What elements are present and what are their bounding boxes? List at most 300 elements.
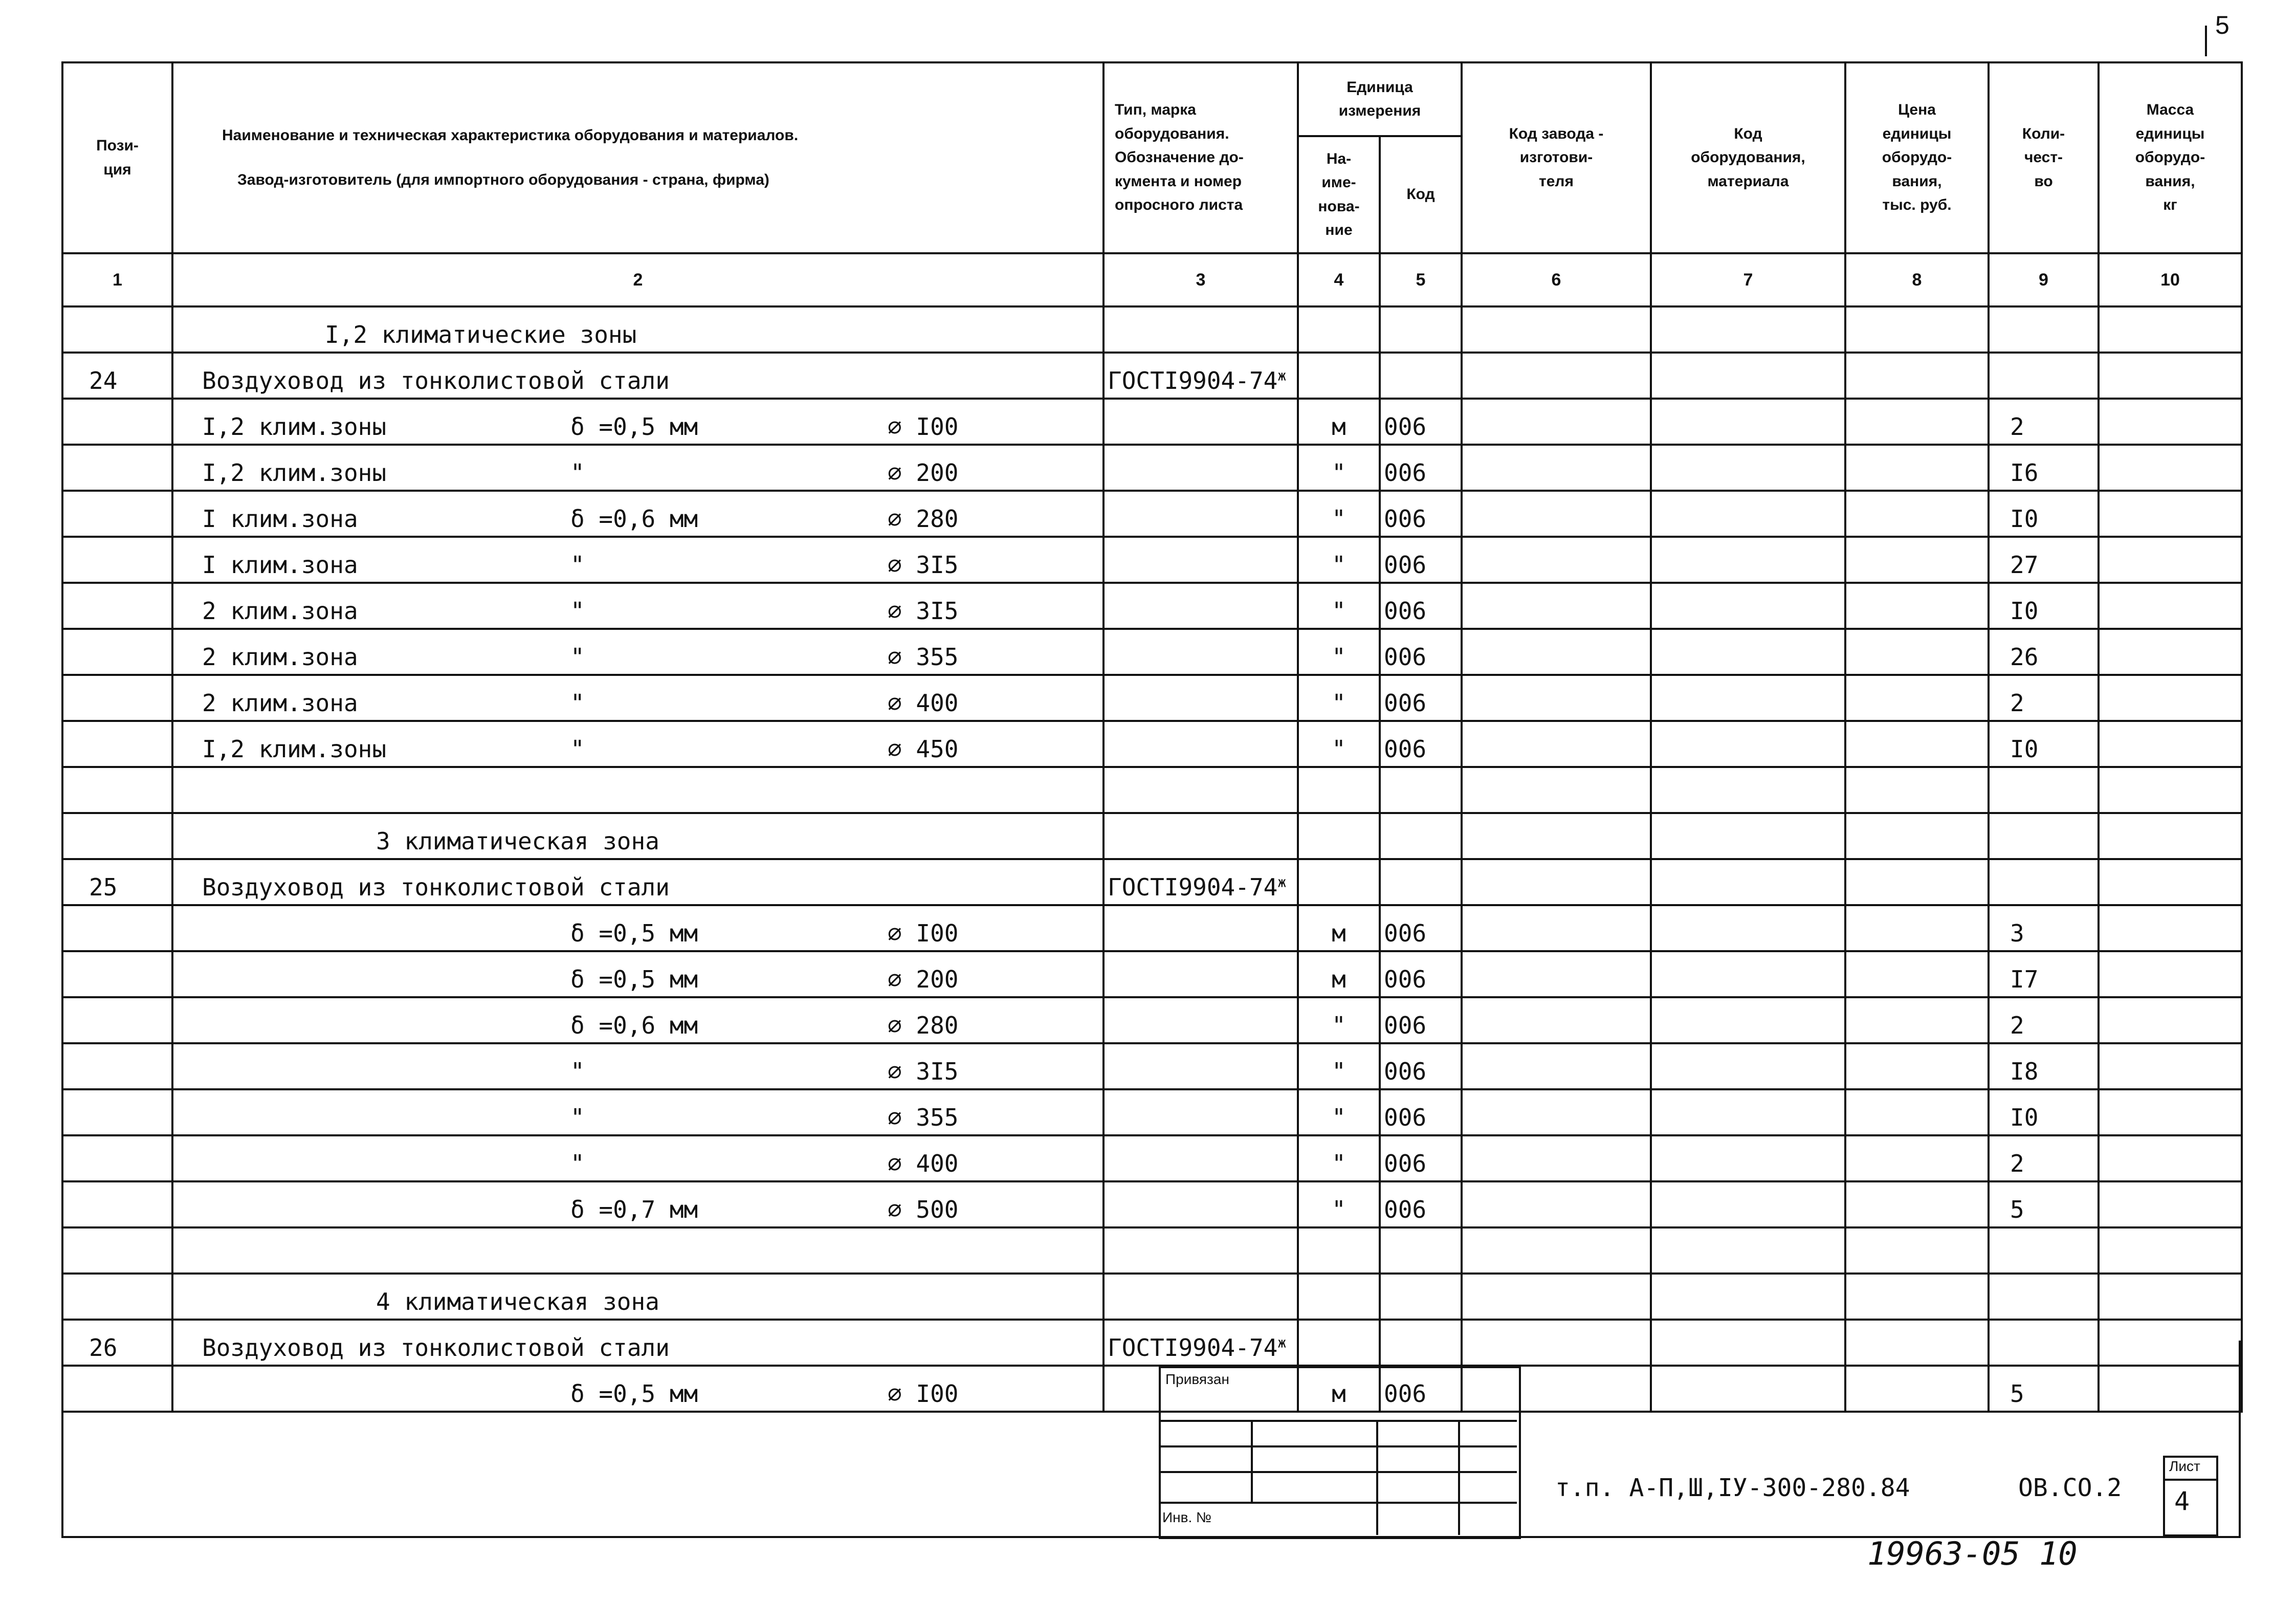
price-cell: [1845, 767, 1989, 813]
mass-cell: [2099, 951, 2242, 997]
unit-cell: [1298, 859, 1380, 905]
quantity-cell: [1989, 813, 2099, 859]
diameter-text: ⌀ 200: [888, 459, 959, 487]
thickness-text: ": [570, 551, 585, 579]
equipment-code-cell: [1651, 813, 1845, 859]
header-description-line1: Наименование и техническая характеристика оборудования и материалов.: [222, 127, 799, 144]
thickness-text: ": [570, 1104, 585, 1131]
table-row: [62, 537, 2242, 583]
quantity-cell: [1989, 767, 2099, 813]
price-cell: [1845, 1043, 1989, 1089]
table-row: [62, 1181, 2242, 1227]
table-row: [62, 721, 2242, 767]
document-cell: [1103, 537, 1298, 583]
document-cell: [1103, 583, 1298, 629]
thickness-text: ": [570, 735, 585, 763]
document-cell: [1103, 353, 1298, 399]
unit-cell: ": [1298, 629, 1380, 675]
position-cell: [62, 1135, 172, 1181]
document-mark: ж: [1277, 1334, 1287, 1351]
table-row: [62, 1043, 2242, 1089]
price-cell: [1845, 951, 1989, 997]
equipment-code-cell: [1651, 1181, 1845, 1227]
position-cell: [62, 951, 172, 997]
factory-code-cell: [1462, 491, 1651, 537]
quantity-cell: I6: [1989, 445, 2099, 491]
factory-code-cell: [1462, 399, 1651, 445]
factory-code-cell: [1462, 583, 1651, 629]
thickness-text: ": [570, 597, 585, 625]
price-cell: [1845, 721, 1989, 767]
description-text: I клим.зона: [202, 505, 358, 533]
diameter-text: ⌀ I00: [888, 919, 959, 947]
description-cell: [172, 997, 1103, 1043]
header-description-line2: Завод-изготовитель (для импортного оборудования - страна, фирма): [237, 171, 769, 188]
description-text: 4 климатическая зона: [376, 1288, 659, 1315]
document-cell: [1103, 306, 1298, 353]
table-row: [62, 399, 2242, 445]
position-cell: 26: [62, 1320, 172, 1366]
equipment-code-cell: [1651, 951, 1845, 997]
description-text: 2 клим.зона: [202, 689, 358, 717]
factory-code-cell: [1462, 629, 1651, 675]
diameter-text: ⌀ 3I5: [888, 1058, 959, 1085]
thickness-text: ": [570, 1058, 585, 1085]
table-body: [62, 306, 2242, 1412]
quantity-cell: [1989, 859, 2099, 905]
equipment-code-cell: [1651, 629, 1845, 675]
position-cell: [62, 1181, 172, 1227]
document-cell: [1103, 629, 1298, 675]
quantity-cell: 26: [1989, 629, 2099, 675]
unit-cell: м: [1298, 1366, 1380, 1412]
quantity-cell: 2: [1989, 675, 2099, 721]
diameter-text: ⌀ 450: [888, 735, 959, 763]
description-cell: [172, 859, 1103, 905]
equipment-code-cell: [1651, 399, 1845, 445]
table-row: [62, 905, 2242, 951]
quantity-cell: 5: [1989, 1181, 2099, 1227]
mass-cell: [2099, 997, 2242, 1043]
code-cell: 006: [1380, 629, 1462, 675]
unit-cell: [1298, 813, 1380, 859]
code-cell: [1380, 1274, 1462, 1320]
code-cell: 006: [1380, 583, 1462, 629]
factory-code-cell: [1462, 1043, 1651, 1089]
document-text: ГОСТI9904-74: [1108, 1334, 1278, 1362]
price-cell: [1845, 445, 1989, 491]
equipment-code-cell: [1651, 1089, 1845, 1135]
position-cell: [62, 1274, 172, 1320]
document-cell: [1103, 491, 1298, 537]
equipment-code-cell: [1651, 445, 1845, 491]
code-cell: 006: [1380, 491, 1462, 537]
mass-cell: [2099, 767, 2242, 813]
description-cell: [172, 951, 1103, 997]
document-cell: [1103, 859, 1298, 905]
factory-code-cell: [1462, 306, 1651, 353]
quantity-cell: [1989, 1320, 2099, 1366]
unit-cell: ": [1298, 675, 1380, 721]
price-cell: [1845, 1227, 1989, 1274]
position-cell: [62, 1043, 172, 1089]
binding-stamp-label: Привязан: [1165, 1371, 1229, 1387]
equipment-code-cell: [1651, 353, 1845, 399]
mass-cell: [2099, 905, 2242, 951]
diameter-text: ⌀ 400: [888, 1150, 959, 1177]
description-cell: [172, 353, 1103, 399]
price-cell: [1845, 859, 1989, 905]
header-quantity: Коли- чест- во: [1989, 62, 2099, 253]
description-cell: [172, 537, 1103, 583]
mass-cell: [2099, 1043, 2242, 1089]
document-cell: [1103, 1181, 1298, 1227]
diameter-text: ⌀ 280: [888, 505, 959, 533]
position-cell: [62, 445, 172, 491]
factory-code-cell: [1462, 997, 1651, 1043]
description-cell: [172, 1181, 1103, 1227]
column-number: 6: [1462, 253, 1651, 306]
description-cell: [172, 1089, 1103, 1135]
column-number: 3: [1103, 253, 1298, 306]
document-text: ГОСТI9904-74: [1108, 873, 1278, 901]
description-cell: [172, 1366, 1103, 1412]
equipment-code-cell: [1651, 1043, 1845, 1089]
factory-code-cell: [1462, 353, 1651, 399]
code-cell: [1380, 353, 1462, 399]
mass-cell: [2099, 1181, 2242, 1227]
code-cell: [1380, 306, 1462, 353]
document-cell: [1103, 1274, 1298, 1320]
table-row: [62, 997, 2242, 1043]
price-cell: [1845, 1366, 1989, 1412]
thickness-text: δ =0,5 мм: [570, 965, 698, 993]
equipment-code-cell: [1651, 859, 1845, 905]
description-text: Воздуховод из тонколистовой стали: [202, 873, 670, 901]
unit-cell: ": [1298, 997, 1380, 1043]
document-mark: ж: [1277, 367, 1287, 384]
description-text: 2 клим.зона: [202, 643, 358, 671]
column-number: 8: [1845, 253, 1989, 306]
code-cell: 006: [1380, 1135, 1462, 1181]
description-cell: [172, 583, 1103, 629]
unit-cell: ": [1298, 1089, 1380, 1135]
table-row: [62, 491, 2242, 537]
position-cell: [62, 813, 172, 859]
code-cell: 006: [1380, 1366, 1462, 1412]
equipment-code-cell: [1651, 306, 1845, 353]
column-number: 10: [2099, 253, 2242, 306]
mass-cell: [2099, 721, 2242, 767]
description-cell: [172, 491, 1103, 537]
description-cell: [172, 675, 1103, 721]
code-cell: [1380, 813, 1462, 859]
mass-cell: [2099, 629, 2242, 675]
description-text: 2 клим.зона: [202, 597, 358, 625]
code-cell: 006: [1380, 997, 1462, 1043]
unit-cell: [1298, 1227, 1380, 1274]
header-position: Пози- ция: [62, 62, 172, 253]
thickness-text: δ =0,6 мм: [570, 1012, 698, 1039]
header-unit-group: Единица измерения: [1298, 62, 1462, 136]
position-cell: 24: [62, 353, 172, 399]
column-numbers-row: [62, 253, 2242, 306]
unit-cell: [1298, 1274, 1380, 1320]
column-number: 7: [1651, 253, 1845, 306]
thickness-text: δ =0,6 мм: [570, 505, 698, 533]
document-code: т.п. А-П,Ш,IУ-300-280.84: [1555, 1474, 1910, 1502]
diameter-text: ⌀ I00: [888, 413, 959, 441]
description-cell: [172, 1135, 1103, 1181]
diameter-text: ⌀ 3I5: [888, 597, 959, 625]
factory-code-cell: [1462, 675, 1651, 721]
inventory-number-label: Инв. №: [1162, 1509, 1212, 1525]
quantity-cell: 2: [1989, 997, 2099, 1043]
code-cell: 006: [1380, 445, 1462, 491]
equipment-code-cell: [1651, 583, 1845, 629]
document-mark: ж: [1277, 873, 1287, 891]
price-cell: [1845, 306, 1989, 353]
table-row: [62, 353, 2242, 399]
price-cell: [1845, 629, 1989, 675]
equipment-code-cell: [1651, 1366, 1845, 1412]
equipment-code-cell: [1651, 1320, 1845, 1366]
price-cell: [1845, 1135, 1989, 1181]
position-cell: [62, 905, 172, 951]
description-cell: [172, 1320, 1103, 1366]
thickness-text: ": [570, 643, 585, 671]
factory-code-cell: [1462, 813, 1651, 859]
sheet-number: 4: [2174, 1486, 2190, 1516]
code-cell: [1380, 1320, 1462, 1366]
position-cell: [62, 583, 172, 629]
equipment-code-cell: [1651, 905, 1845, 951]
table-row: [62, 445, 2242, 491]
code-cell: 006: [1380, 537, 1462, 583]
description-text: I,2 климатические зоны: [325, 321, 637, 348]
quantity-cell: 3: [1989, 905, 2099, 951]
sheet-box-divider: [2163, 1479, 2216, 1481]
thickness-text: ": [570, 459, 585, 487]
position-cell: [62, 1366, 172, 1412]
mass-cell: [2099, 1227, 2242, 1274]
stamp-line: [1251, 1420, 1253, 1502]
table-row: [62, 1274, 2242, 1320]
equipment-code-cell: [1651, 721, 1845, 767]
equipment-code-cell: [1651, 675, 1845, 721]
description-cell: [172, 905, 1103, 951]
specification-table: [61, 61, 2243, 1413]
position-cell: [62, 1227, 172, 1274]
description-text: I клим.зона: [202, 551, 358, 579]
factory-code-cell: [1462, 1320, 1651, 1366]
code-cell: 006: [1380, 1181, 1462, 1227]
unit-cell: ": [1298, 491, 1380, 537]
handwritten-number: 19963-05 10: [1867, 1535, 2078, 1572]
document-cell: [1103, 1043, 1298, 1089]
diameter-text: ⌀ I00: [888, 1380, 959, 1408]
diameter-text: ⌀ 355: [888, 643, 959, 671]
sheet-code: ОВ.СО.2: [2018, 1474, 2122, 1502]
table-row: [62, 1135, 2242, 1181]
equipment-code-cell: [1651, 767, 1845, 813]
table-row: [62, 1089, 2242, 1135]
stamp-line: [1159, 1445, 1517, 1447]
code-cell: 006: [1380, 675, 1462, 721]
stamp-line: [1159, 1471, 1517, 1473]
page-right-border: [2239, 1341, 2241, 1538]
table-row: [62, 583, 2242, 629]
header-mass: Масса единицы оборудо- вания, кг: [2099, 62, 2242, 253]
quantity-cell: I7: [1989, 951, 2099, 997]
description-cell: [172, 445, 1103, 491]
unit-cell: ": [1298, 537, 1380, 583]
code-cell: 006: [1380, 399, 1462, 445]
document-text: ГОСТI9904-74: [1108, 367, 1278, 394]
table-row: [62, 306, 2242, 353]
price-cell: [1845, 537, 1989, 583]
quantity-cell: [1989, 306, 2099, 353]
header-price: Цена единицы оборудо- вания, тыс. руб.: [1845, 62, 1989, 253]
position-cell: [62, 1089, 172, 1135]
header-type: Тип, марка оборудования. Обозначение до- кумента и номер опросного листа: [1103, 62, 1298, 253]
mass-cell: [2099, 675, 2242, 721]
factory-code-cell: [1462, 859, 1651, 905]
column-number: 9: [1989, 253, 2099, 306]
description-cell: [172, 721, 1103, 767]
code-cell: [1380, 767, 1462, 813]
quantity-cell: I8: [1989, 1043, 2099, 1089]
mass-cell: [2099, 1366, 2242, 1412]
document-cell: [1103, 1135, 1298, 1181]
document-cell: [1103, 813, 1298, 859]
thickness-text: δ =0,5 мм: [570, 1380, 698, 1408]
equipment-code-cell: [1651, 1135, 1845, 1181]
table-row: [62, 813, 2242, 859]
factory-code-cell: [1462, 951, 1651, 997]
sheet-label: Лист: [2169, 1458, 2200, 1474]
factory-code-cell: [1462, 445, 1651, 491]
document-cell: [1103, 445, 1298, 491]
description-cell: [172, 813, 1103, 859]
unit-cell: ": [1298, 1135, 1380, 1181]
price-cell: [1845, 813, 1989, 859]
unit-cell: [1298, 767, 1380, 813]
unit-cell: м: [1298, 951, 1380, 997]
position-cell: [62, 767, 172, 813]
code-cell: 006: [1380, 1089, 1462, 1135]
factory-code-cell: [1462, 721, 1651, 767]
quantity-cell: [1989, 1227, 2099, 1274]
column-number: 1: [62, 253, 172, 306]
position-cell: 25: [62, 859, 172, 905]
thickness-text: δ =0,5 мм: [570, 413, 698, 441]
table-header: [62, 62, 2242, 306]
equipment-code-cell: [1651, 537, 1845, 583]
diameter-text: ⌀ 280: [888, 1012, 959, 1039]
position-cell: [62, 306, 172, 353]
binding-stamp: [1159, 1366, 1521, 1539]
quantity-cell: I0: [1989, 1089, 2099, 1135]
description-cell: [172, 1227, 1103, 1274]
mass-cell: [2099, 813, 2242, 859]
price-cell: [1845, 905, 1989, 951]
description-text: Воздуховод из тонколистовой стали: [202, 1334, 670, 1362]
factory-code-cell: [1462, 767, 1651, 813]
mass-cell: [2099, 1089, 2242, 1135]
quantity-cell: I0: [1989, 721, 2099, 767]
position-cell: [62, 629, 172, 675]
description-text: I,2 клим.зоны: [202, 735, 387, 763]
document-cell: [1103, 1320, 1298, 1366]
factory-code-cell: [1462, 1135, 1651, 1181]
header-unit-code: Код: [1380, 136, 1462, 253]
price-cell: [1845, 491, 1989, 537]
quantity-cell: [1989, 353, 2099, 399]
equipment-code-cell: [1651, 491, 1845, 537]
mass-cell: [2099, 445, 2242, 491]
code-cell: [1380, 1227, 1462, 1274]
mass-cell: [2099, 399, 2242, 445]
table-row: [62, 1227, 2242, 1274]
unit-cell: [1298, 1320, 1380, 1366]
document-cell: [1103, 721, 1298, 767]
stamp-line: [1458, 1420, 1460, 1535]
factory-code-cell: [1462, 537, 1651, 583]
thickness-text: δ =0,5 мм: [570, 919, 698, 947]
mass-cell: [2099, 859, 2242, 905]
quantity-cell: 2: [1989, 399, 2099, 445]
quantity-cell: [1989, 1274, 2099, 1320]
price-cell: [1845, 1181, 1989, 1227]
description-text: Воздуховод из тонколистовой стали: [202, 367, 670, 394]
diameter-text: ⌀ 355: [888, 1104, 959, 1131]
mass-cell: [2099, 491, 2242, 537]
equipment-code-cell: [1651, 1274, 1845, 1320]
header-unit-name: На- име- нова- ние: [1298, 136, 1380, 253]
table-row: [62, 1320, 2242, 1366]
position-cell: [62, 399, 172, 445]
code-cell: 006: [1380, 905, 1462, 951]
quantity-cell: 27: [1989, 537, 2099, 583]
mass-cell: [2099, 1135, 2242, 1181]
corner-mark: 5: [2215, 11, 2229, 39]
table-row: [62, 1366, 2242, 1412]
position-cell: [62, 675, 172, 721]
description-cell: [172, 306, 1103, 353]
description-text: I,2 клим.зоны: [202, 413, 387, 441]
price-cell: [1845, 399, 1989, 445]
price-cell: [1845, 997, 1989, 1043]
mass-cell: [2099, 1320, 2242, 1366]
document-cell: [1103, 905, 1298, 951]
stamp-line: [1159, 1420, 1517, 1422]
position-cell: [62, 537, 172, 583]
quantity-cell: I0: [1989, 583, 2099, 629]
unit-cell: ": [1298, 1043, 1380, 1089]
header-description: [172, 62, 1103, 253]
description-cell: [172, 1274, 1103, 1320]
price-cell: [1845, 675, 1989, 721]
diameter-text: ⌀ 200: [888, 965, 959, 993]
equipment-code-cell: [1651, 997, 1845, 1043]
header-factory-code: Код завода - изготови- теля: [1462, 62, 1651, 253]
header-equipment-code: Код оборудования, материала: [1651, 62, 1845, 253]
stamp-line: [1376, 1420, 1378, 1535]
unit-cell: ": [1298, 445, 1380, 491]
diameter-text: ⌀ 3I5: [888, 551, 959, 579]
diameter-text: ⌀ 400: [888, 689, 959, 717]
